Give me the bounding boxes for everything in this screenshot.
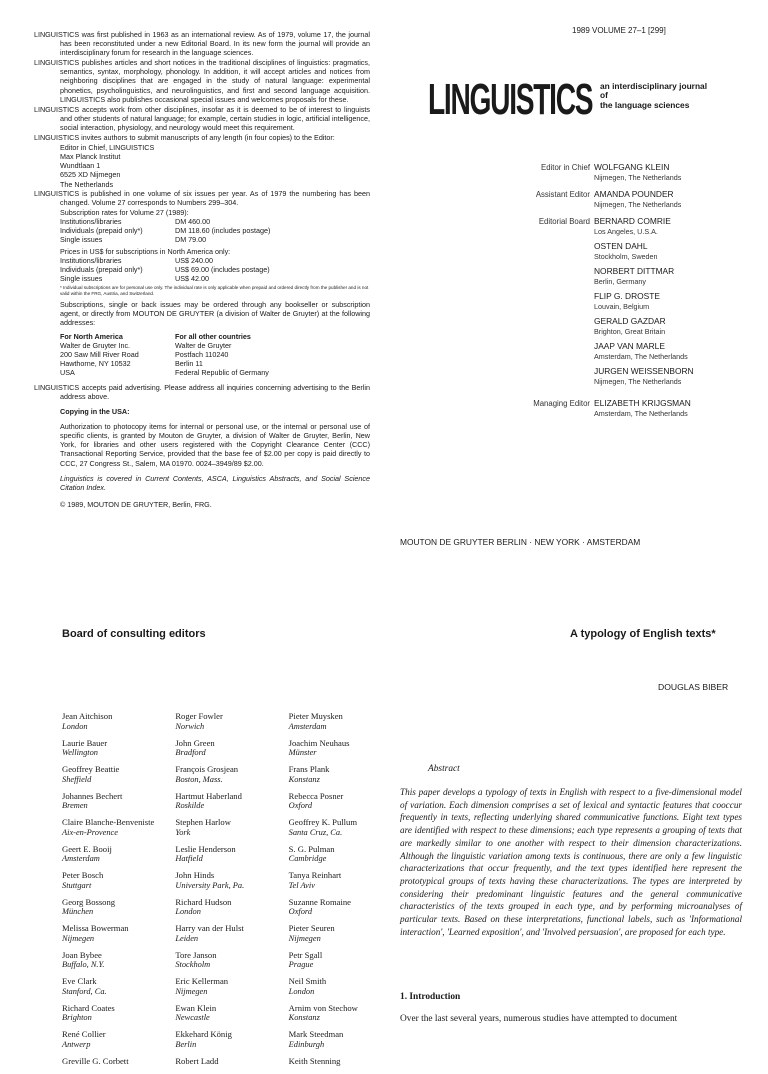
consulting-editor-place: Berlin <box>175 1039 197 1049</box>
consulting-editor-name: Mark Steedman <box>288 1029 344 1039</box>
consulting-editor-place: Bremen <box>62 801 88 811</box>
copying-usa-block <box>34 407 370 492</box>
consulting-editor-place: Nijmegen <box>175 986 208 996</box>
info-paragraph-other-disciplines: LINGUISTICS accepts work from other disciplines, insofar as it is deemed to be of interest to linguists and other students of natural language; for example, certain studies in logic, artificial intelligence, social interaction, physiology, and neurology would meet this requirement. <box>34 104 370 132</box>
introduction-text: Over the last several years, numerous studies have attempted to document <box>400 1014 678 1024</box>
rates-us-intro: Prices in US$ for subscriptions in North America only: <box>60 246 231 256</box>
consulting-editor-place: Stanford, Ca. <box>62 986 107 996</box>
consulting-editor-name: Richard Coates <box>62 1002 115 1013</box>
consulting-editor <box>62 1004 175 1023</box>
consulting-editor-name: Pieter Muysken <box>288 711 343 721</box>
rate-row: Institutions/libraries DM 460.00 <box>60 216 211 226</box>
consulting-editor-name: Harry van der Hulst <box>175 923 244 933</box>
consulting-editor <box>62 1057 175 1067</box>
consulting-editor <box>175 951 288 970</box>
consulting-editor <box>62 792 175 811</box>
consulting-editor-name: Frans Plank <box>288 764 330 774</box>
consulting-column <box>289 712 402 1074</box>
consulting-editor-place: London <box>288 986 315 996</box>
consulting-editor-place: Edinburgh <box>288 1039 325 1049</box>
consulting-editor-name: Johannes Bechert <box>62 790 123 801</box>
consulting-board-title: Board of consulting editors <box>62 628 206 640</box>
consulting-editor-place: Wellington <box>62 748 98 758</box>
consulting-editor <box>175 924 288 943</box>
consulting-editor-name: John Green <box>175 737 215 748</box>
consulting-editor-name: Joachim Neuhaus <box>288 737 350 748</box>
consulting-editor-place: Stockholm <box>175 960 211 970</box>
consulting-editor-name: François Grosjean <box>175 764 239 774</box>
info-paragraph-submission: LINGUISTICS invites authors to submit manuscripts of any length (in four copies) to the Editor: <box>34 133 335 143</box>
board-member: OSTEN DAHL Stockholm, Sweden <box>594 241 658 261</box>
consulting-editor-place: Prague <box>288 960 314 970</box>
consulting-editor-place: Tel Aviv <box>288 880 315 890</box>
info-paragraph-publication: LINGUISTICS is published in one volume of six issues per year. As of 1979 the numbering has been changed. Volume 27 corresponds to Numbers 299–304. <box>34 188 370 207</box>
board-member: GERALD GAZDAR Brighton, Great Britain <box>594 316 666 336</box>
rates-dm-table <box>34 217 370 244</box>
copying-heading: Copying in the USA: <box>60 407 130 417</box>
consulting-editor-name: Hartmut Haberland <box>175 790 242 801</box>
consulting-editor <box>62 712 175 731</box>
consulting-editor-place: Leiden <box>175 933 199 943</box>
journal-masthead <box>428 75 708 124</box>
consulting-editor-place: Oxford <box>288 801 313 811</box>
board-member: BERNARD COMRIE Los Angeles, U.S.A. <box>594 216 671 236</box>
consulting-editor-name: Greville G. Corbett <box>62 1055 129 1066</box>
consulting-editor <box>289 1057 402 1067</box>
consulting-editor-place: Nijmegen <box>288 933 321 943</box>
consulting-column <box>62 712 175 1074</box>
article-author: DOUGLAS BIBER <box>658 682 729 692</box>
introduction-heading: 1. Introduction <box>400 992 461 1002</box>
consulting-editor-place: Buffalo, N.Y. <box>62 960 105 970</box>
consulting-editor-name: Melissa Bowerman <box>62 923 129 933</box>
consulting-editor <box>62 924 175 943</box>
consulting-editor-place: Norwich <box>175 721 205 731</box>
consulting-editor-name: Pieter Seuren <box>288 923 335 933</box>
consulting-editor <box>62 739 175 758</box>
article-title: A typology of English texts* <box>570 628 716 640</box>
info-paragraph-advertising: LINGUISTICS accepts paid advertising. Please address all inquiries concerning advertising to the Berlin address above. <box>34 382 370 401</box>
consulting-editor-name: Arnim von Stechow <box>288 1002 358 1013</box>
consulting-editor <box>175 1004 288 1023</box>
consulting-editor <box>289 951 402 970</box>
consulting-editor-place: München <box>62 907 94 917</box>
consulting-editor-name: Keith Stenning <box>288 1055 341 1066</box>
consulting-editor-place: Newcastle <box>175 1013 210 1023</box>
indexing-note: Linguistics is covered in Current Contents, ASCA, Linguistics Abstracts, and Social Science Citation Index. <box>60 473 370 492</box>
board-member: FLIP G. DROSTE Louvain, Belgium <box>594 291 660 311</box>
consulting-editor-place: Hatfield <box>175 854 203 864</box>
consulting-editor-place: Sheffield <box>62 774 92 784</box>
consulting-editor-place: Aix-en-Provence <box>62 827 118 837</box>
consulting-editor <box>175 818 288 837</box>
rate-row: Individuals (prepaid only*) DM 118.60 (includes postage) <box>60 225 271 235</box>
volume-line: 1989 VOLUME 27–1 [299] <box>572 26 666 35</box>
consulting-editor-name: Geoffrey K. Pullum <box>288 817 357 827</box>
consulting-editor <box>62 977 175 996</box>
consulting-editor-name: Georg Bossong <box>62 896 116 907</box>
managing-editor: Managing Editor ELIZABETH KRIJGSMAN Amsterdam, The Netherlands <box>533 398 691 418</box>
consulting-editor-name: John Hinds <box>175 870 215 880</box>
address-north-america: For North America Walter de Gruyter Inc. 200 Saw Mill River Road Hawthorne, NY 10532 USA <box>60 331 139 377</box>
consulting-editor-name: Joan Bybee <box>62 949 102 960</box>
consulting-editor-name: Eve Clark <box>62 976 97 986</box>
consulting-editor-place: Konstanz <box>288 1013 320 1023</box>
consulting-editor-name: Richard Hudson <box>175 896 232 907</box>
consulting-editor <box>289 1004 402 1023</box>
consulting-editor-name: René Collier <box>62 1029 106 1039</box>
consulting-editor <box>62 871 175 890</box>
consulting-editor-name: Claire Blanche-Benveniste <box>62 817 155 827</box>
consulting-editor-name: Leslie Henderson <box>175 843 236 854</box>
consulting-editor-name: Tanya Reinhart <box>288 870 342 880</box>
consulting-editor <box>289 871 402 890</box>
address-other-countries: For all other countries Walter de Gruyter Postfach 110240 Berlin 11 Federal Republic of Germany <box>175 331 269 377</box>
rates-intro: Subscription rates for Volume 27 (1989): <box>60 207 189 217</box>
consulting-editor <box>289 898 402 917</box>
consulting-editor-name: Geoffrey Beattie <box>62 764 120 774</box>
subscription-ordering: Subscriptions, single or back issues may be ordered through any bookseller or subscription agent, or directly from MOUTON DE GRUYTER (a division of Walter de Gruyter) at the following addresses: <box>60 299 370 327</box>
editor-address: Editor in Chief, LINGUISTICS Max Planck Institut Wundtlaan 1 6525 XD Nijmegen The Netherlands <box>60 143 155 189</box>
rate-row: Individuals (prepaid only*) US$ 69.00 (includes postage) <box>60 264 270 274</box>
consulting-editor-name: Eric Kellerman <box>175 976 229 986</box>
consulting-editor-name: Suzanne Romaine <box>288 896 351 907</box>
consulting-editor <box>175 871 288 890</box>
consulting-editor <box>62 1030 175 1049</box>
consulting-editor-place: Roskilde <box>175 801 205 811</box>
consulting-editor <box>175 977 288 996</box>
consulting-editor-name: Ekkehard König <box>175 1029 232 1039</box>
consulting-editor <box>289 739 402 758</box>
consulting-editor-place: Brighton <box>62 1013 92 1023</box>
consulting-editor-place: Amsterdam <box>62 854 100 864</box>
consulting-editor <box>175 739 288 758</box>
consulting-editor-place: Boston, Mass. <box>175 774 223 784</box>
copyright-notice: © 1989, MOUTON DE GRUYTER, Berlin, FRG. <box>60 499 212 509</box>
consulting-editor <box>289 712 402 731</box>
consulting-editor-place: Cambridge <box>288 854 327 864</box>
consulting-editors-list <box>62 712 402 1074</box>
consulting-editor <box>175 765 288 784</box>
consulting-editor <box>289 845 402 864</box>
rates-us-table <box>34 256 370 283</box>
abstract-heading: Abstract <box>428 764 460 774</box>
consulting-editor <box>62 818 175 837</box>
consulting-editor-place: Münster <box>288 748 317 758</box>
consulting-editor-place: Santa Cruz, Ca. <box>288 827 343 837</box>
consulting-editor <box>62 898 175 917</box>
board-member: JURGEN WEISSENBORN Nijmegen, The Netherlands <box>594 366 694 386</box>
consulting-editor-name: Robert Ladd <box>175 1055 219 1066</box>
consulting-editor <box>62 845 175 864</box>
info-paragraph-history: LINGUISTICS was first published in 1963 as an international review. As of 1979, volume 17, the journal has been reconstituted under a new Editorial Board. In its new form the journal will provide an interdisciplinary forum for research in the language sciences. <box>34 30 370 58</box>
consulting-editor <box>62 765 175 784</box>
consulting-editor <box>289 924 402 943</box>
consulting-editor-place: University Park, Pa. <box>175 880 245 890</box>
rates-footnote: * Individual subscriptions are for personal use only. The individual rate is only applicable when prepaid and ordered directly from the publisher and is not valid within the FRG, Austria, and Switzerland. <box>60 284 369 296</box>
consulting-editor <box>175 1057 288 1067</box>
consulting-editor-place: London <box>175 907 201 917</box>
rate-row: Institutions/libraries US$ 240.00 <box>60 255 213 265</box>
consulting-editor <box>175 1030 288 1049</box>
consulting-editor <box>175 845 288 864</box>
consulting-editor-name: Petr Sgall <box>288 949 323 960</box>
publisher-line: MOUTON DE GRUYTER BERLIN · NEW YORK · AMSTERDAM <box>400 537 641 547</box>
board-member: JAAP VAN MARLE Amsterdam, The Netherlands <box>594 341 688 361</box>
consulting-editor-place: York <box>175 827 191 837</box>
copying-text: Authorization to photocopy items for internal or personal use, or the internal or personal use of specific clients, is granted by Mouton de Gruyter, a division of Walter de Gruyter, Berlin, New York, for libraries and other users registered with the Copyright Clearance Center (CCC) Transactional Reporting Service, provided that the base fee of $2.00 per copy is paid directly to CCC, 27 Congress St., Salem, MA 01970. 0024–3949/89 $2.00. <box>60 422 370 468</box>
consulting-editor-place: Bradford <box>175 748 206 758</box>
journal-logo: LINGUISTICS <box>428 75 593 124</box>
consulting-editor <box>289 977 402 996</box>
rate-row: Single issues DM 79.00 <box>60 234 207 244</box>
consulting-editor <box>175 898 288 917</box>
journal-tagline: an interdisciplinary journal of the language sciences <box>600 81 708 110</box>
rate-row: Single issues US$ 42.00 <box>60 273 209 283</box>
consulting-column <box>175 712 288 1074</box>
consulting-editor-place: Oxford <box>288 907 313 917</box>
consulting-editor <box>62 951 175 970</box>
editorial-staff <box>492 162 752 425</box>
consulting-editor-place: Stuttgart <box>62 880 92 890</box>
consulting-editor-name: Neil Smith <box>288 976 327 986</box>
consulting-editor <box>289 1030 402 1049</box>
consulting-editor <box>289 792 402 811</box>
consulting-editor-name: S. G. Pulman <box>288 843 335 854</box>
editor-in-chief: Editor in Chief WOLFGANG KLEIN Nijmegen, The Netherlands <box>541 162 682 182</box>
consulting-editor-name: Geert E. Booij <box>62 843 112 854</box>
consulting-editor-name: Laurie Bauer <box>62 737 108 748</box>
consulting-editor <box>289 765 402 784</box>
order-addresses <box>34 332 370 377</box>
consulting-editor-name: Jean Aitchison <box>62 711 113 721</box>
consulting-editor-name: Peter Bosch <box>62 870 104 880</box>
consulting-editor-name: Rebecca Posner <box>288 790 344 801</box>
consulting-editor <box>175 792 288 811</box>
consulting-editor-place: London <box>62 721 88 731</box>
consulting-editor-place: Antwerp <box>62 1039 91 1049</box>
consulting-editor-place: Amsterdam <box>288 721 327 731</box>
info-paragraph-scope: LINGUISTICS publishes articles and short notices in the traditional disciplines of linguistics: pragmatics, semantics, syntax, morphology, phonology. In addition, it will accept articles and notices from neighboring disciplines that are engaged in the study of natural language: experimental phonetics, psycholinguistics, and neurolinguistics, and first and second language acquisition. LINGUISTICS also publishes occasional special issues and welcomes proposals for these. <box>34 58 370 104</box>
journal-info-column <box>34 30 370 509</box>
board-member: NORBERT DITTMAR Berlin, Germany <box>594 266 675 286</box>
consulting-editor-name: Stephen Harlow <box>175 817 231 827</box>
consulting-editor-name: Roger Fowler <box>175 711 223 721</box>
editorial-board: Editorial Board BERNARD COMRIE Los Angeles, U.S.A. OSTEN DAHL Stockholm, Sweden NORBERT DITTMAR Berlin, Germany FLIP G. DROSTE Louvain, Belgium GERALD GAZDAR Brighton, Great Britain JAAP VAN MARLE Amsterdam, The Netherlands JURGEN WEISSENBORN Nijmegen, The Netherlands <box>492 216 752 391</box>
consulting-editor-place: Konstanz <box>288 774 320 784</box>
consulting-editor-name: Tore Janson <box>175 949 217 960</box>
consulting-editor <box>175 712 288 731</box>
abstract-text: This paper develops a typology of texts in English with respect to a five-dimensional model of variation. Each dimension comprises a set of lexical and syntactic features that cooccur frequently in texts, reflecting underlying shared communicative functions. Eight text types are identified with respect to these dimensions; each type represents a grouping of texts that are markedly similar to one another with respect to their dimension characterizations. Although the linguistic variation among texts is continuous, there are only a few linguistic characterizations that occur frequently, and the text types identified here represent the prototypical groups of texts having these characterizations. The types are interpreted by considering their predominant linguistic features and the general communicative characteristics of the texts grouped in each type, and by performing microanalyses of particular texts. Based on these interpretations, functional labels, such as 'Informational interaction', 'Learned exposition', and 'Involved persuasion', are proposed for each type. <box>400 787 742 937</box>
consulting-editor-name: Ewan Klein <box>175 1002 217 1013</box>
consulting-editor-place: Nijmegen <box>62 933 95 943</box>
assistant-editor: Assistant Editor AMANDA POUNDER Nijmegen, The Netherlands <box>535 189 682 209</box>
consulting-editor <box>289 818 402 837</box>
